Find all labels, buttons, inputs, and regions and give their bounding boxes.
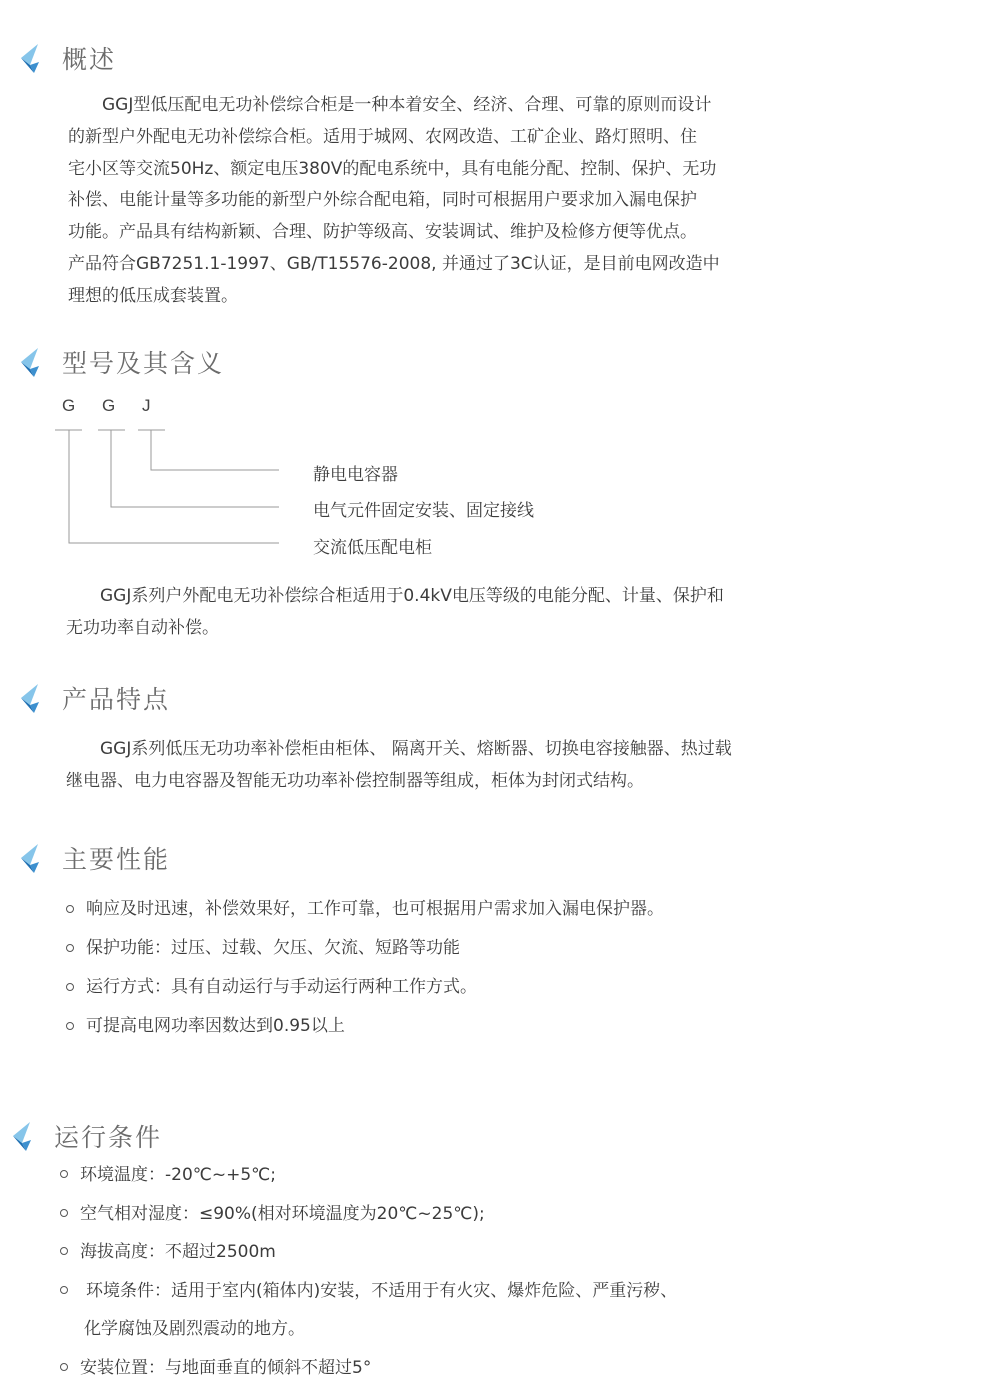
overview-line: 宅小区等交流50Hz、额定电压380V的配电系统中，具有电能分配、控制、保护、无功: [68, 158, 717, 179]
circle-bullet-icon: [66, 1022, 74, 1030]
list-item: [66, 968, 664, 1007]
model-description: [66, 581, 856, 645]
section-header-performance: [16, 840, 170, 876]
overview-line: 理想的低压成套装置。: [68, 285, 238, 306]
blue-chevron-icon: [16, 41, 50, 75]
list-item-text: 环境条件：适用于室内(箱体内)安装，不适用于有火灾、爆炸危险、严重污秽、: [86, 1280, 678, 1301]
circle-bullet-icon: [60, 1247, 68, 1255]
list-item: [60, 1349, 677, 1387]
list-item: [66, 890, 664, 929]
blue-chevron-icon: [16, 841, 50, 875]
section-header-features: [16, 680, 170, 716]
circle-bullet-icon: [66, 983, 74, 991]
model-letter-g2: G: [102, 396, 116, 415]
overview-text: [68, 90, 848, 313]
overview-line: 的新型户外配电无功补偿综合柜。适用于城网、农网改造、工矿企业、路灯照明、住: [68, 126, 697, 147]
features-text: [66, 734, 866, 798]
circle-bullet-icon: [60, 1209, 68, 1217]
list-item-text: 保护功能：过压、过载、欠压、欠流、短路等功能: [86, 938, 460, 958]
list-item-text: 环境温度：-20℃~+5℃;: [80, 1165, 276, 1185]
blue-chevron-icon: [16, 681, 50, 715]
features-line: GGJ系列低压无功功率补偿柜由柜体、 隔离开关、熔断器、切换电容接触器、热过载: [100, 739, 732, 759]
list-item: [60, 1272, 677, 1349]
list-item-text: 可提高电网功率因数达到0.95以上: [86, 1016, 345, 1036]
section-title-features: 产品特点: [62, 685, 171, 714]
overview-line: 补偿、电能计量等多功能的新型户外综合配电箱，同时可根据用户要求加入漏电保护: [68, 190, 697, 211]
overview-line: GGJ型低压配电无功补偿综合柜是一种本着安全、经济、合理、可靠的原则而设计: [102, 95, 712, 115]
section-title-model: 型号及其含义: [62, 349, 225, 378]
list-item: [60, 1233, 677, 1272]
section-header-overview: [16, 40, 116, 76]
section-title-conditions: 运行条件: [54, 1123, 163, 1152]
section-title-overview: 概述: [62, 45, 117, 74]
circle-bullet-icon: [66, 944, 74, 952]
model-meaning-capacitor: 静电电容器: [313, 465, 398, 485]
model-meaning-ac-cabinet: 交流低压配电柜: [313, 538, 432, 558]
features-line: 继电器、电力电容器及智能无功功率补偿控制器等组成，柜体为封闭式结构。: [66, 770, 644, 791]
model-meaning-fixed-install: 电气元件固定安装、固定接线: [313, 501, 534, 521]
model-desc-line: 无功功率自动补偿。: [66, 617, 219, 638]
blue-chevron-icon: [8, 1119, 42, 1153]
list-item-text-continued: 化学腐蚀及剧烈震动的地方。: [84, 1319, 305, 1339]
model-letter-j: J: [142, 396, 151, 415]
performance-list: [66, 890, 664, 1046]
list-item: [66, 1007, 664, 1046]
list-item-text: 空气相对湿度：≤90%(相对环境温度为20℃~25℃);: [80, 1203, 485, 1224]
model-letter-g1: G: [62, 396, 76, 415]
circle-bullet-icon: [60, 1363, 68, 1371]
circle-bullet-icon: [66, 905, 74, 913]
section-header-conditions: [8, 1118, 162, 1154]
section-title-performance: 主要性能: [62, 845, 171, 874]
conditions-list: [60, 1156, 677, 1387]
list-item: [66, 929, 664, 968]
section-header-model: [16, 344, 224, 380]
list-item-text: 运行方式：具有自动运行与手动运行两种工作方式。: [86, 977, 477, 997]
model-desc-line: GGJ系列户外配电无功补偿综合柜适用于0.4kV电压等级的电能分配、计量、保护和: [100, 586, 724, 606]
list-item-text: 响应及时迅速，补偿效果好，工作可靠，也可根据用户需求加入漏电保护器。: [86, 899, 664, 919]
circle-bullet-icon: [60, 1170, 68, 1178]
list-item-text: 海拔高度：不超过2500m: [80, 1242, 276, 1262]
list-item: [60, 1156, 677, 1195]
list-item: [60, 1195, 677, 1234]
blue-chevron-icon: [16, 345, 50, 379]
overview-line: 功能。产品具有结构新颖、合理、防护等级高、安装调试、维护及检修方便等优点。: [68, 222, 697, 243]
list-item-text: 安装位置：与地面垂直的倾斜不超过5°: [80, 1357, 372, 1378]
overview-line: 产品符合GB7251.1-1997、GB/T15576-2008, 并通过了3C认证，是目前电网改造中: [68, 253, 720, 274]
model-diagram-lines: [0, 420, 300, 550]
circle-bullet-icon: [60, 1286, 68, 1294]
